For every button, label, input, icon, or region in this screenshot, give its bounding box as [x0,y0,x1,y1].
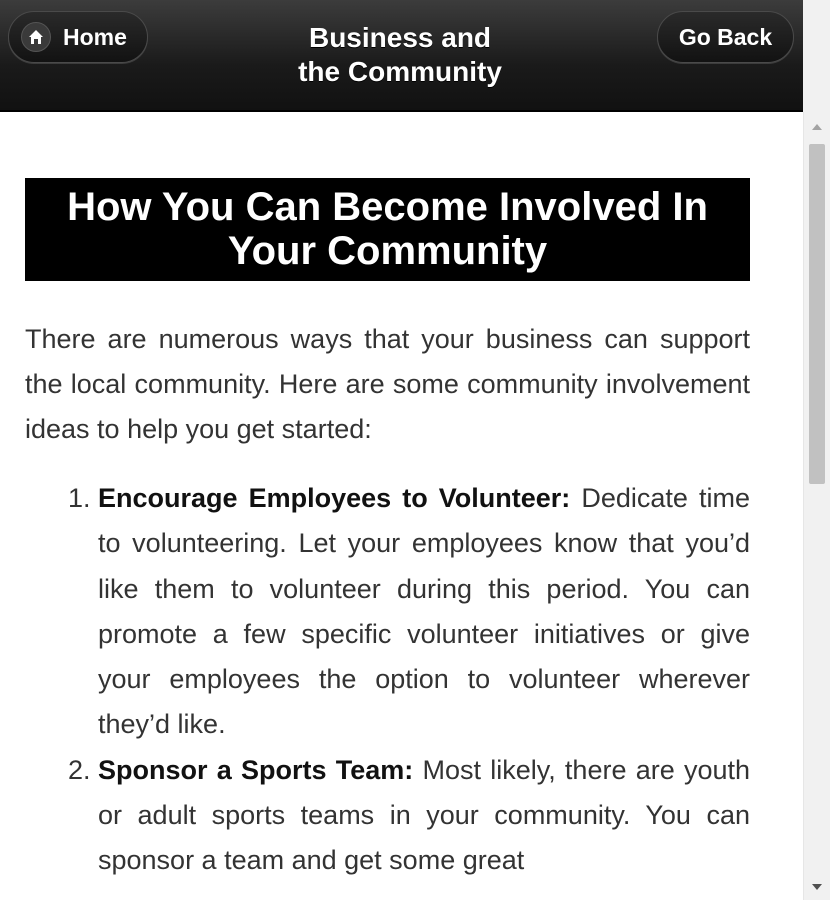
list-item [98,476,750,748]
go-back-button-label: Go Back [678,23,773,50]
top-toolbar [0,0,803,112]
home-button[interactable] [8,11,148,63]
section-heading [25,178,750,281]
intro-paragraph: There are numerous ways that your business can support the local community. Here are some community involvement ideas to help you get started: [25,324,750,444]
list-item-text: Dedicate time to volunteering. Let your employees know that you’d like them to volunteer during this period. You can promote a few specific volunteer initiatives or give your employees the option to volunteer wherever they’d like. [98,483,750,740]
section-heading-line-2: Your Community [227,229,548,273]
list-item-title: Encourage Employees to Volunteer: [98,483,571,513]
scroll-up-arrow-icon[interactable] [812,124,822,130]
scroll-down-arrow-icon[interactable] [812,884,822,890]
ideas-list [25,476,750,884]
page-title [200,21,600,89]
list-item-title: Sponsor a Sports Team: [98,754,414,785]
go-back-button[interactable] [657,11,794,63]
home-icon [21,22,51,52]
main-content [25,112,750,884]
scrollbar-thumb[interactable] [809,144,825,484]
list-item [98,748,750,884]
home-button-label: Home [63,23,127,50]
page-title-line-1: Business and [308,22,492,53]
list-item-text: Most likely, there are youth or adult sports teams in your community. You can sponsor a team and get some great [98,754,750,876]
window-frame-edge [803,0,830,112]
section-heading-line-1: How You Can Become Involved In [67,185,708,229]
page-title-line-2: the Community [298,56,502,87]
vertical-scrollbar[interactable] [803,112,830,900]
